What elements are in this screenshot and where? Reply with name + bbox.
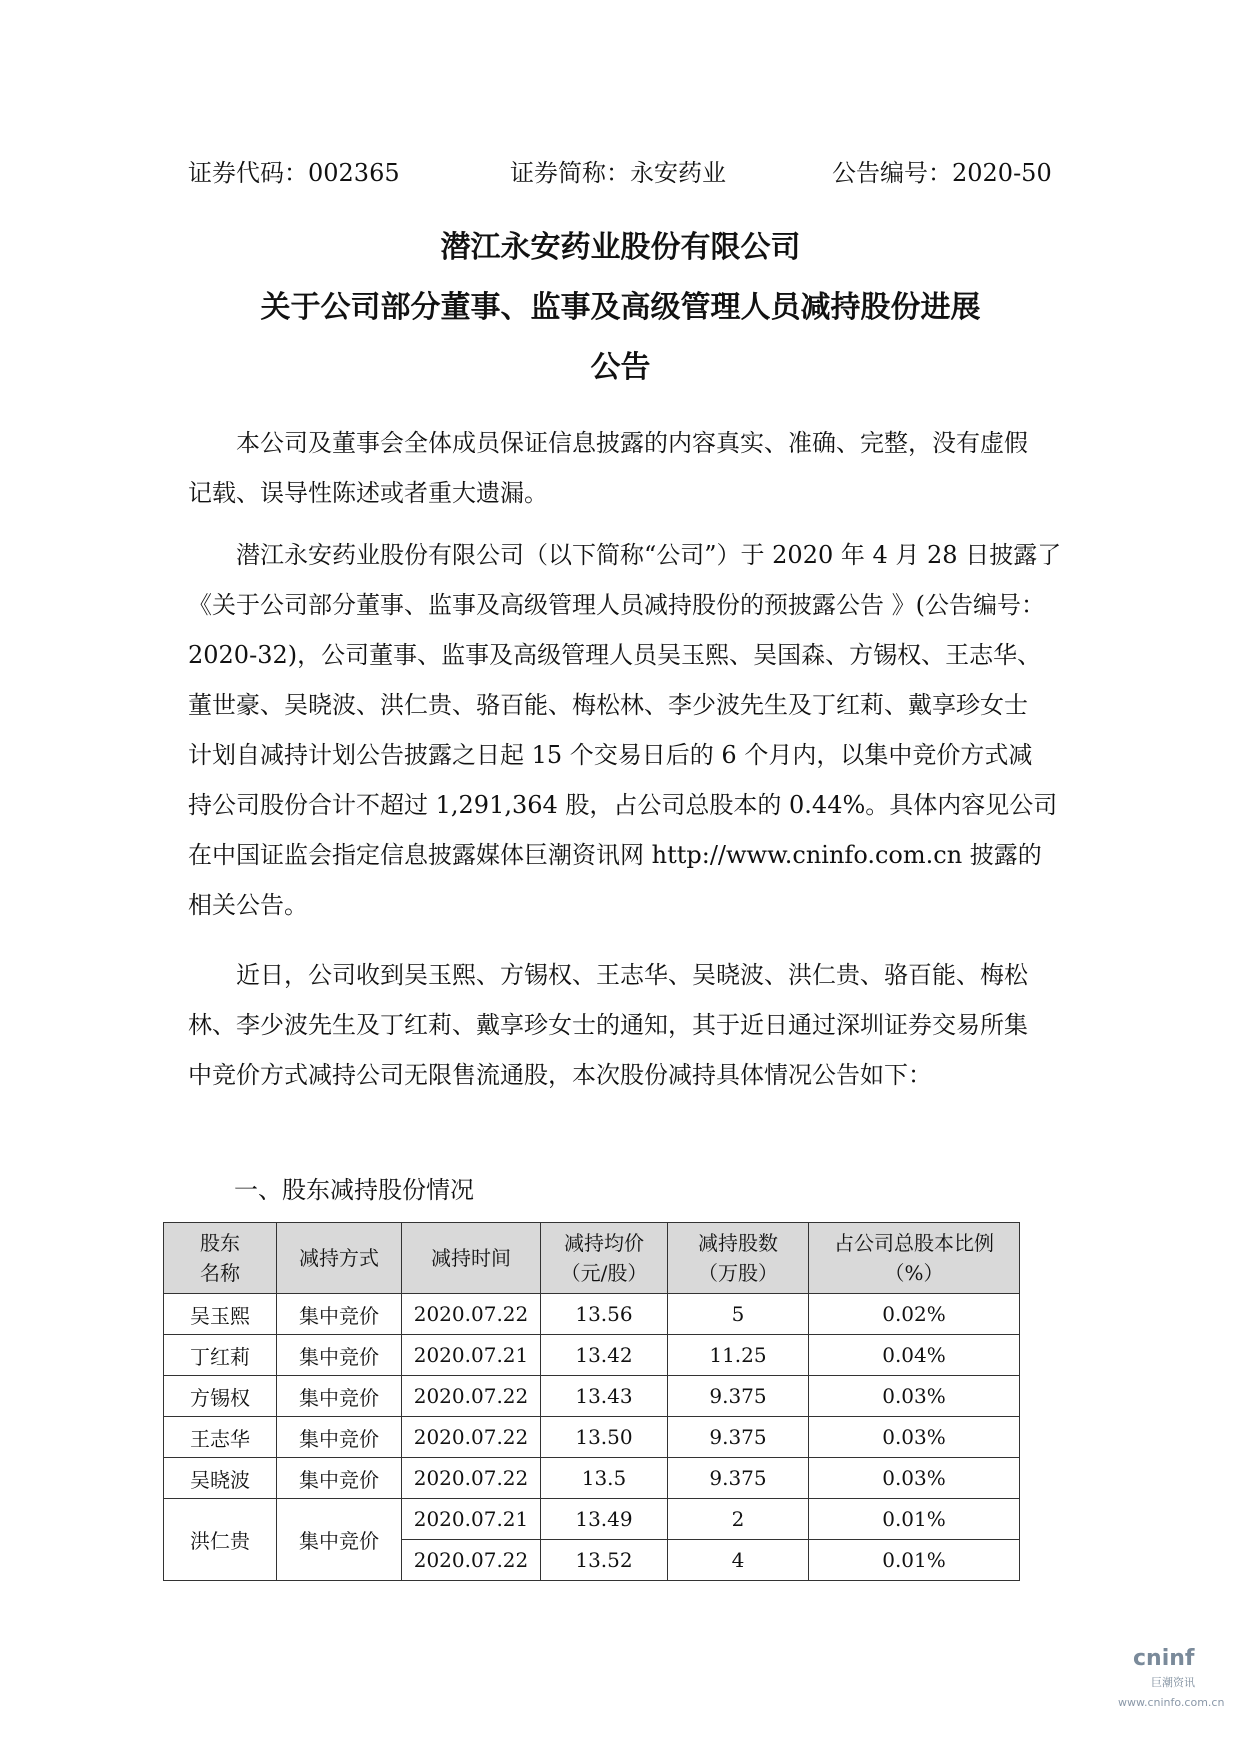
text-line: 近日，公司收到吴玉熙、方锡权、王志华、吴晓波、洪仁贵、骆百能、梅松	[188, 961, 1028, 989]
cell-method: 集中竞价	[277, 1458, 402, 1499]
cell-name: 吴玉熙	[164, 1294, 277, 1335]
cell-date: 2020.07.22	[402, 1417, 541, 1458]
cell-price: 13.49	[541, 1499, 668, 1540]
cell-date: 2020.07.22	[402, 1540, 541, 1581]
text-line: 林、李少波先生及丁红莉、戴享珍女士的通知，其于近日通过深圳证券交易所集	[188, 1011, 1028, 1039]
table-header-row	[164, 1223, 1020, 1294]
text-line: 计划自减持计划公告披露之日起 15 个交易日后的 6 个月内，以集中竞价方式减	[188, 741, 1033, 769]
cell-ratio: 0.03%	[809, 1417, 1020, 1458]
logo-text: cninf	[1133, 1646, 1195, 1671]
cell-method: 集中竞价	[277, 1499, 402, 1581]
table-row	[164, 1499, 1020, 1540]
cell-date: 2020.07.21	[402, 1335, 541, 1376]
text-line: 2020-32)，公司董事、监事及高级管理人员吴玉熙、吴国森、方锡权、王志华、	[188, 641, 1042, 669]
col-header-price	[541, 1223, 668, 1294]
table-row	[164, 1294, 1020, 1335]
share-reduction-table	[163, 1222, 1020, 1581]
cell-shares: 11.25	[668, 1335, 809, 1376]
cell-price: 13.56	[541, 1294, 668, 1335]
col-header-ratio	[809, 1223, 1020, 1294]
cell-price: 13.42	[541, 1335, 668, 1376]
logo-subtitle: 巨潮资讯	[1151, 1676, 1195, 1689]
cell-date: 2020.07.21	[402, 1499, 541, 1540]
cell-price: 13.5	[541, 1458, 668, 1499]
section-title: 一、股东减持股份情况	[234, 1176, 474, 1204]
cell-name: 吴晓波	[164, 1458, 277, 1499]
header-text: （元/股）	[560, 1261, 648, 1285]
security-abbreviation: 证券简称：永安药业	[510, 159, 726, 187]
footer-url: www.cninfo.com.cn	[1118, 1696, 1225, 1709]
text-line: 中竞价方式减持公司无限售流通股，本次股份减持具体情况公告如下：	[188, 1061, 932, 1089]
header-text: 减持股数	[698, 1231, 778, 1255]
col-header-method	[277, 1223, 402, 1294]
document-header	[0, 153, 1241, 189]
cninfo-logo	[1118, 1646, 1233, 1746]
cell-shares: 9.375	[668, 1458, 809, 1499]
security-code: 证券代码：002365	[188, 159, 400, 187]
cell-shares: 9.375	[668, 1376, 809, 1417]
cell-date: 2020.07.22	[402, 1376, 541, 1417]
paragraph-background	[188, 530, 1062, 930]
cell-method: 集中竞价	[277, 1417, 402, 1458]
text-line: 本公司及董事会全体成员保证信息披露的内容真实、准确、完整，没有虚假	[188, 429, 1028, 457]
cell-date: 2020.07.22	[402, 1294, 541, 1335]
cell-ratio: 0.03%	[809, 1376, 1020, 1417]
cell-name: 王志华	[164, 1417, 277, 1458]
col-header-date	[402, 1223, 541, 1294]
cell-ratio: 0.02%	[809, 1294, 1020, 1335]
title-announcement: 公告	[590, 350, 651, 385]
paragraph-disclaimer	[188, 418, 1048, 518]
table-row	[164, 1335, 1020, 1376]
col-header-shares	[668, 1223, 809, 1294]
cell-price: 13.50	[541, 1417, 668, 1458]
cell-name: 洪仁贵	[164, 1499, 277, 1581]
cell-shares: 4	[668, 1540, 809, 1581]
col-header-shareholder	[164, 1223, 277, 1294]
header-text: 股东	[200, 1231, 240, 1255]
text-line: 《关于公司部分董事、监事及高级管理人员减持股份的预披露公告 》(公告编号：	[188, 591, 1045, 619]
header-text: 占公司总股本比例	[834, 1231, 994, 1255]
header-text: 减持方式	[299, 1246, 379, 1270]
text-line: 相关公告。	[188, 891, 308, 919]
cell-name: 方锡权	[164, 1376, 277, 1417]
header-text: （万股）	[698, 1261, 778, 1285]
header-text: 减持均价	[564, 1231, 644, 1255]
cell-date: 2020.07.22	[402, 1458, 541, 1499]
cell-price: 13.52	[541, 1540, 668, 1581]
header-text: 名称	[200, 1261, 240, 1285]
paragraph-notification	[188, 950, 1048, 1100]
cell-method: 集中竞价	[277, 1335, 402, 1376]
cell-method: 集中竞价	[277, 1294, 402, 1335]
cell-ratio: 0.04%	[809, 1335, 1020, 1376]
text-line: 持公司股份合计不超过 1,291,364 股，占公司总股本的 0.44%。具体内容见公司	[188, 791, 1058, 819]
cell-shares: 2	[668, 1499, 809, 1540]
cell-name: 丁红莉	[164, 1335, 277, 1376]
title-company: 潜江永安药业股份有限公司	[440, 230, 801, 265]
table-row	[164, 1417, 1020, 1458]
cell-ratio: 0.03%	[809, 1458, 1020, 1499]
cell-shares: 5	[668, 1294, 809, 1335]
cell-ratio: 0.01%	[809, 1499, 1020, 1540]
text-line: 在中国证监会指定信息披露媒体巨潮资讯网 http://www.cninfo.com.cn 披露的	[188, 841, 1042, 869]
cell-method: 集中竞价	[277, 1376, 402, 1417]
cell-price: 13.43	[541, 1376, 668, 1417]
table-row	[164, 1376, 1020, 1417]
header-text: （%）	[884, 1261, 944, 1285]
cell-shares: 9.375	[668, 1417, 809, 1458]
announcement-number: 公告编号：2020-50	[832, 159, 1052, 187]
text-line: 潜江永安药业股份有限公司（以下简称“公司”）于 2020 年 4 月 28 日披露了	[188, 541, 1062, 569]
cell-ratio: 0.01%	[809, 1540, 1020, 1581]
text-line: 董世豪、吴晓波、洪仁贵、骆百能、梅松林、李少波先生及丁红莉、戴享珍女士	[188, 691, 1028, 719]
header-text: 减持时间	[431, 1246, 511, 1270]
table-row	[164, 1458, 1020, 1499]
title-subject: 关于公司部分董事、监事及高级管理人员减持股份进展	[260, 290, 981, 325]
text-line: 记载、误导性陈述或者重大遗漏。	[188, 479, 548, 507]
